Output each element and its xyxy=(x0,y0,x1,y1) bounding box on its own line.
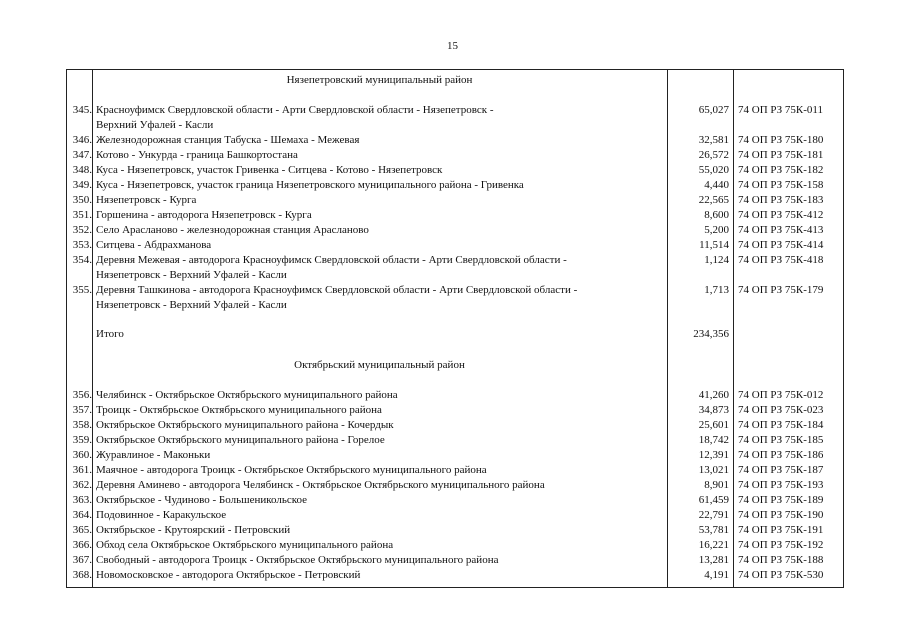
road-length: 13,281 xyxy=(698,554,729,566)
road-name-line: Нязепетровск - Курга xyxy=(96,194,197,206)
row-number: 364. xyxy=(72,509,92,521)
table-row xyxy=(67,418,845,433)
road-name xyxy=(96,403,382,418)
row-number: 355. xyxy=(72,284,92,296)
road-name xyxy=(96,508,226,523)
road-name-line: Котово - Ункурда - граница Башкортостана xyxy=(96,149,298,161)
table-row xyxy=(67,433,845,448)
road-code: 74 ОП РЗ 75К-158 xyxy=(738,179,824,191)
road-length: 18,742 xyxy=(698,434,729,446)
row-number: 358. xyxy=(72,419,92,431)
road-length: 13,021 xyxy=(698,464,729,476)
total-row xyxy=(67,327,845,342)
road-name xyxy=(96,523,290,538)
road-name-line: Деревня Межевая - автодорога Красноуфимск Свердловской области - Арти Свердловской области - xyxy=(96,254,567,266)
row-number: 363. xyxy=(72,494,92,506)
row-number: 361. xyxy=(72,464,92,476)
road-name-line: Верхний Уфалей - Касли xyxy=(96,119,214,131)
road-code: 74 ОП РЗ 75К-413 xyxy=(738,224,824,236)
road-code: 74 ОП РЗ 75К-179 xyxy=(738,284,824,296)
road-code: 74 ОП РЗ 75К-184 xyxy=(738,419,824,431)
table-row xyxy=(67,508,845,523)
page-number: 15 xyxy=(447,40,458,52)
road-name-line: Деревня Ташкинова - автодорога Красноуфимск Свердловской области - Арти Свердловской области - xyxy=(96,284,578,296)
road-length: 8,901 xyxy=(704,479,729,491)
table-row xyxy=(67,178,845,193)
table-row xyxy=(67,253,845,283)
road-name xyxy=(96,253,567,283)
row-number: 360. xyxy=(72,449,92,461)
road-code: 74 ОП РЗ 75К-023 xyxy=(738,404,824,416)
road-length: 8,600 xyxy=(704,209,729,221)
row-number: 366. xyxy=(72,539,92,551)
road-name-line: Нязепетровск - Верхний Уфалей - Касли xyxy=(96,299,287,311)
road-name xyxy=(96,133,359,148)
row-number: 357. xyxy=(72,404,92,416)
road-code: 74 ОП РЗ 75К-186 xyxy=(738,449,824,461)
table-row xyxy=(67,478,845,493)
road-name xyxy=(96,553,498,568)
row-number: 352. xyxy=(72,224,92,236)
road-code: 74 ОП РЗ 75К-530 xyxy=(738,569,824,581)
table-row xyxy=(67,568,845,583)
road-name xyxy=(96,193,196,208)
road-name-line: Октябрьское Октябрьского муниципального района - Горелое xyxy=(96,434,385,446)
road-length: 55,020 xyxy=(698,164,729,176)
road-name-line: Деревня Аминево - автодорога Челябинск - Октябрьское Октябрьского муниципального района xyxy=(96,479,545,491)
road-code: 74 ОП РЗ 75К-188 xyxy=(738,554,824,566)
road-name xyxy=(96,163,442,178)
road-name-line: Ситцева - Абдрахманова xyxy=(96,239,212,251)
road-length: 22,565 xyxy=(698,194,729,206)
total-length: 234,356 xyxy=(693,328,729,340)
road-length: 4,440 xyxy=(704,179,729,191)
road-name-line: Журавлиное - Маконьки xyxy=(96,449,211,461)
table-row xyxy=(67,193,845,208)
road-name-line: Свободный - автодорога Троицк - Октябрьское Октябрьского муниципального района xyxy=(96,554,499,566)
road-code: 74 ОП РЗ 75К-190 xyxy=(738,509,824,521)
road-name xyxy=(96,103,494,133)
table-row xyxy=(67,208,845,223)
table-row xyxy=(67,163,845,178)
row-number: 348. xyxy=(72,164,92,176)
road-name xyxy=(96,178,524,193)
table-row xyxy=(67,148,845,163)
row-number: 362. xyxy=(72,479,92,491)
road-length: 4,191 xyxy=(704,569,729,581)
road-code: 74 ОП РЗ 75К-012 xyxy=(738,389,824,401)
road-length: 65,027 xyxy=(698,104,729,116)
table-row xyxy=(67,103,845,133)
row-number: 349. xyxy=(72,179,92,191)
road-name xyxy=(96,538,393,553)
road-length: 22,791 xyxy=(698,509,729,521)
road-name xyxy=(96,418,394,433)
table-row xyxy=(67,133,845,148)
table-row xyxy=(67,493,845,508)
road-code: 74 ОП РЗ 75К-191 xyxy=(738,524,824,536)
road-name-line: Троицк - Октябрьское Октябрьского муниципального района xyxy=(96,404,382,416)
road-length: 26,572 xyxy=(698,149,729,161)
row-number: 354. xyxy=(72,254,92,266)
row-number: 368. xyxy=(72,569,92,581)
table-row xyxy=(67,553,845,568)
road-code: 74 ОП РЗ 75К-412 xyxy=(738,209,824,221)
road-code: 74 ОП РЗ 75К-183 xyxy=(738,194,824,206)
road-name xyxy=(96,388,398,403)
road-name-line: Обход села Октябрьское Октябрьского муниципального района xyxy=(96,539,394,551)
table-row xyxy=(67,463,845,478)
road-code: 74 ОП РЗ 75К-187 xyxy=(738,464,824,476)
row-number: 346. xyxy=(72,134,92,146)
road-name-line: Село Арасланово - железнодорожная станция Арасланово xyxy=(96,224,369,236)
road-length: 5,200 xyxy=(704,224,729,236)
road-code: 74 ОП РЗ 75К-414 xyxy=(738,239,824,251)
row-number: 351. xyxy=(72,209,92,221)
row-number: 345. xyxy=(72,104,92,116)
road-code: 74 ОП РЗ 75К-182 xyxy=(738,164,824,176)
road-length: 41,260 xyxy=(698,389,729,401)
table-row xyxy=(67,448,845,463)
road-code: 74 ОП РЗ 75К-181 xyxy=(738,149,824,161)
road-length: 25,601 xyxy=(698,419,729,431)
road-name xyxy=(96,568,360,583)
road-name-line: Маячное - автодорога Троицк - Октябрьское Октябрьского муниципального района xyxy=(96,464,487,476)
road-code: 74 ОП РЗ 75К-180 xyxy=(738,134,824,146)
road-name xyxy=(96,238,211,253)
road-length: 11,514 xyxy=(699,239,729,251)
road-name-line: Железнодорожная станция Табуска - Шемаха - Межевая xyxy=(96,134,360,146)
road-length: 32,581 xyxy=(698,134,729,146)
road-name xyxy=(96,433,385,448)
road-name xyxy=(96,448,210,463)
road-length: 53,781 xyxy=(698,524,729,536)
road-code: 74 ОП РЗ 75К-418 xyxy=(738,254,824,266)
road-code: 74 ОП РЗ 75К-189 xyxy=(738,494,824,506)
road-name xyxy=(96,148,298,163)
row-number: 350. xyxy=(72,194,92,206)
section-title: Нязепетровский муниципальный район xyxy=(286,74,473,86)
total-label: Итого xyxy=(96,328,124,340)
road-length: 12,391 xyxy=(698,449,729,461)
row-number: 356. xyxy=(72,389,92,401)
road-name-line: Октябрьское Октябрьского муниципального района - Кочердык xyxy=(96,419,394,431)
road-name xyxy=(96,208,312,223)
road-name-line: Октябрьское - Крутоярский - Петровский xyxy=(96,524,291,536)
section-title: Октябрьский муниципальный район xyxy=(294,359,465,371)
road-name-line: Куса - Нязепетровск, участок граница Нязепетровского муниципального района - Гривенка xyxy=(96,179,524,191)
road-name xyxy=(96,283,577,313)
road-name xyxy=(96,223,369,238)
road-name xyxy=(96,493,307,508)
road-length: 34,873 xyxy=(698,404,729,416)
table-row xyxy=(67,238,845,253)
table-row xyxy=(67,403,845,418)
table-row xyxy=(67,388,845,403)
table-row xyxy=(67,523,845,538)
road-code: 74 ОП РЗ 75К-185 xyxy=(738,434,824,446)
road-name-line: Горшенина - автодорога Нязепетровск - Курга xyxy=(96,209,312,221)
table-row xyxy=(67,223,845,238)
road-length: 1,713 xyxy=(704,284,729,296)
road-length: 61,459 xyxy=(698,494,729,506)
road-length: 16,221 xyxy=(698,539,729,551)
table-row xyxy=(67,283,845,313)
road-code: 74 ОП РЗ 75К-192 xyxy=(738,539,824,551)
road-name-line: Красноуфимск Свердловской области - Арти Свердловской области - Нязепетровск - xyxy=(96,104,494,116)
row-number: 365. xyxy=(72,524,92,536)
road-name xyxy=(96,478,545,493)
row-number: 353. xyxy=(72,239,92,251)
road-name-line: Подовинное - Каракульское xyxy=(96,509,227,521)
road-code: 74 ОП РЗ 75К-011 xyxy=(738,104,823,116)
row-number: 347. xyxy=(72,149,92,161)
road-name xyxy=(96,463,487,478)
road-name-line: Куса - Нязепетровск, участок Гривенка - Ситцева - Котово - Нязепетровск xyxy=(96,164,443,176)
table-row xyxy=(67,538,845,553)
road-code: 74 ОП РЗ 75К-193 xyxy=(738,479,824,491)
roads-table xyxy=(66,69,844,588)
road-name-line: Новомосковское - автодорога Октябрьское - Петровский xyxy=(96,569,361,581)
road-name-line: Челябинск - Октябрьское Октябрьского муниципального района xyxy=(96,389,398,401)
row-number: 367. xyxy=(72,554,92,566)
road-name-line: Нязепетровск - Верхний Уфалей - Касли xyxy=(96,269,287,281)
road-length: 1,124 xyxy=(704,254,729,266)
road-name-line: Октябрьское - Чудиново - Большеникольское xyxy=(96,494,308,506)
row-number: 359. xyxy=(72,434,92,446)
